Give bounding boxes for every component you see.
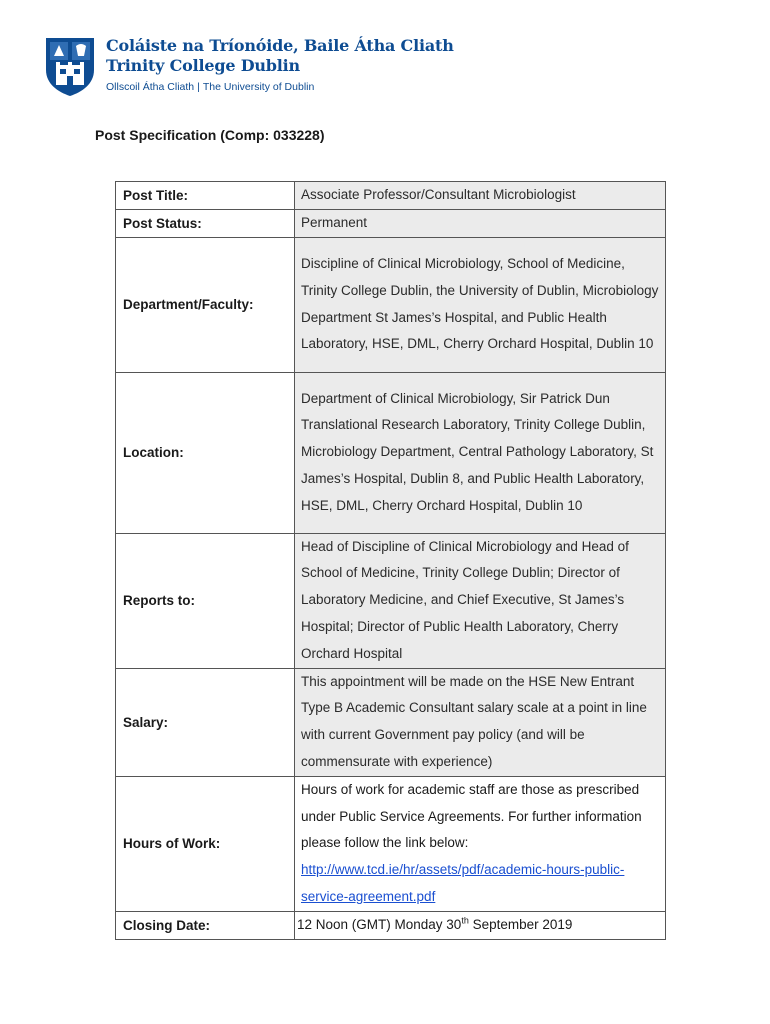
salary-label: Salary:: [116, 668, 295, 776]
closing-date-label: Closing Date:: [116, 911, 295, 939]
closing-date-prefix: 12 Noon (GMT) Monday 30: [297, 916, 462, 932]
location-value: Department of Clinical Microbiology, Sir Patrick Dun Translational Research Laboratory, Trinity College Dublin, Microbiology Department, Central Pathology Laboratory, St James’s Hospital, Dublin 8, and Public Health Laboratory, HSE, DML, Cherry Orchard Hospital, Dublin 10: [295, 372, 666, 533]
subtitle-irish: Ollscoil Átha Cliath: [106, 81, 195, 93]
post-status-value: Permanent: [295, 209, 666, 237]
post-specification-table: [115, 181, 666, 940]
department-label: Department/Faculty:: [116, 237, 295, 372]
closing-date-ordinal: th: [461, 915, 469, 926]
table-row: [116, 911, 666, 939]
tcd-crest-icon: [44, 36, 96, 98]
closing-date-value: [295, 911, 666, 939]
table-row: [116, 533, 666, 668]
table-row: [116, 182, 666, 210]
table-row: [116, 776, 666, 911]
location-label: Location:: [116, 372, 295, 533]
post-title-label: Post Title:: [116, 182, 295, 210]
hours-label: Hours of Work:: [116, 776, 295, 911]
table-row: [116, 237, 666, 372]
subtitle-english: The University of Dublin: [202, 81, 315, 93]
institution-name-irish: Coláiste na Tríonóide, Baile Átha Cliath: [106, 36, 454, 55]
table-row: [116, 209, 666, 237]
institution-logo: [44, 36, 454, 98]
table-row: [116, 372, 666, 533]
post-title-value: Associate Professor/Consultant Microbiologist: [295, 182, 666, 210]
table-row: [116, 668, 666, 776]
document-title: Post Specification (Comp: 033228): [95, 127, 325, 143]
hours-cell: [295, 776, 666, 911]
reports-to-label: Reports to:: [116, 533, 295, 668]
institution-subtitle: [106, 81, 454, 93]
hours-value: Hours of work for academic staff are those as prescribed under Public Service Agreements. For further information please follow the link below:: [301, 781, 642, 851]
institution-name-english: Trinity College Dublin: [106, 56, 300, 75]
closing-date-suffix: September 2019: [468, 916, 573, 932]
hours-agreement-link[interactable]: http://www.tcd.ie/hr/assets/pdf/academic-hours-public-service-agreement.pdf: [301, 862, 625, 904]
reports-to-value: Head of Discipline of Clinical Microbiology and Head of School of Medicine, Trinity College Dublin; Director of Laboratory Medicine, and Chief Executive, St James’s Hospital; Director of Public Health Laboratory, Cherry Orchard Hospital: [295, 533, 666, 668]
salary-value: This appointment will be made on the HSE New Entrant Type B Academic Consultant salary scale at a point in line with current Government pay policy (and will be commensurate with experience): [295, 668, 666, 776]
post-status-label: Post Status:: [116, 209, 295, 237]
subtitle-separator: |: [197, 81, 200, 93]
department-value: Discipline of Clinical Microbiology, School of Medicine, Trinity College Dublin, the University of Dublin, Microbiology Department St James’s Hospital, and Public Health Laboratory, HSE, DML, Cherry Orchard Hospital, Dublin 10: [295, 237, 666, 372]
